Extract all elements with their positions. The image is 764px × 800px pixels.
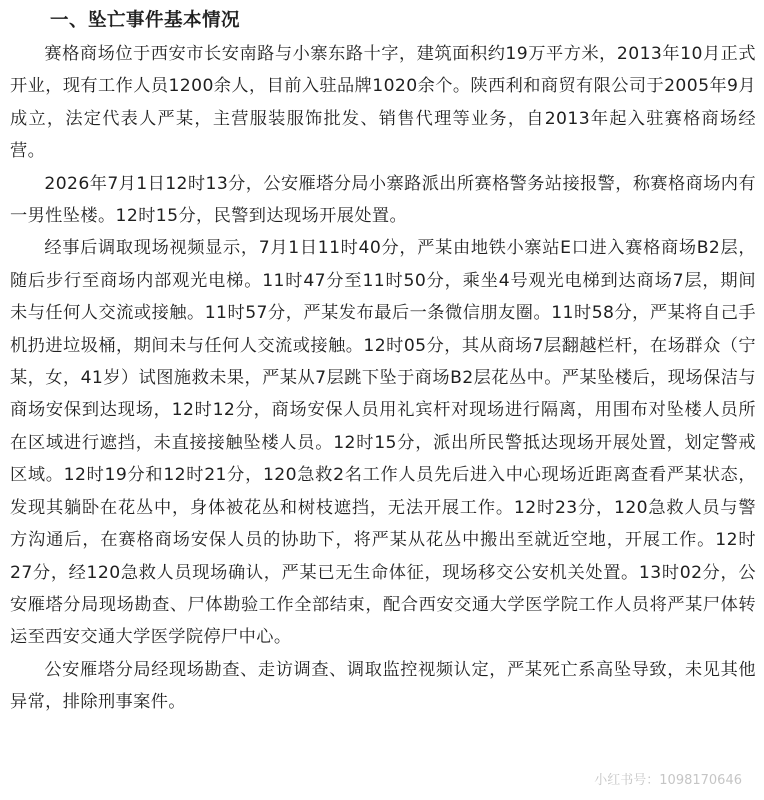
- paragraph-mall-background: 赛格商场位于西安市长安南路与小寨东路十字，建筑面积约19万平方米，2013年10月正式开业，现有工作人员1200余人，目前入驻品牌1020余个。陕西利和商贸有限公司于2005年9月成立，法定代表人严某，主营服装服饰批发、销售代理等业务，自2013年起入驻赛格商场经营。: [10, 44, 756, 162]
- paragraph-police-report: 2026年7月1日12时13分，公安雁塔分局小寨路派出所赛格警务站接报警，称赛格商场内有一男性坠楼。12时15分，民警到达现场开展处置。: [10, 173, 756, 227]
- paragraph-video-timeline: 经事后调取现场视频显示，7月1日11时40分，严某由地铁小寨站E口进入赛格商场B2层，随后步行至商场内部观光电梯。11时47分至11时50分，乘坐4号观光电梯到达商场7层，期间未与任何人交流或接触。11时57分，严某发布最后一条微信朋友圈。11时58分，严某将自己手机扔进垃圾桶，期间未与任何人交流或接触。12时05分，其从商场7层翻越栏杆，在场群众（宁某，女，41岁）试图施救未果，严某从7层跳下坠于商场B2层花丛中。严某坠楼后，现场保洁与商场安保到达现场，12时12分，商场安保人员用礼宾杆对现场进行隔离，用围布对坠楼人员所在区域进行遮挡，未直接接触坠楼人员。12时15分，派出所民警抵达现场开展处置，划定警戒区域。12时19分和12时21分，120急救2名工作人员先后进入中心现场近距离查看严某状态，发现其躺卧在花丛中，身体被花丛和树枝遮挡，无法开展工作。12时23分，120急救人员与警方沟通后，在赛格商场安保人员的协助下，将严某从花丛中搬出至就近空地，开展工作。12时27分，经120急救人员现场确认，严某已无生命体征，现场移交公安机关处置。13时02分，公安雁塔分局现场勘查、尸体勘验工作全部结束，配合西安交通大学医学院工作人员将严某尸体转运至西安交通大学医学院停尸中心。: [10, 238, 756, 648]
- document-body: [10, 6, 756, 719]
- section-heading: 一、坠亡事件基本情况: [50, 10, 241, 31]
- xiaohongshu-watermark: 小红书号：1098170646: [594, 773, 742, 788]
- paragraph-conclusion: 公安雁塔分局经现场勘查、走访调查、调取监控视频认定，严某死亡系高坠导致，未见其他异常，排除刑事案件。: [10, 659, 756, 713]
